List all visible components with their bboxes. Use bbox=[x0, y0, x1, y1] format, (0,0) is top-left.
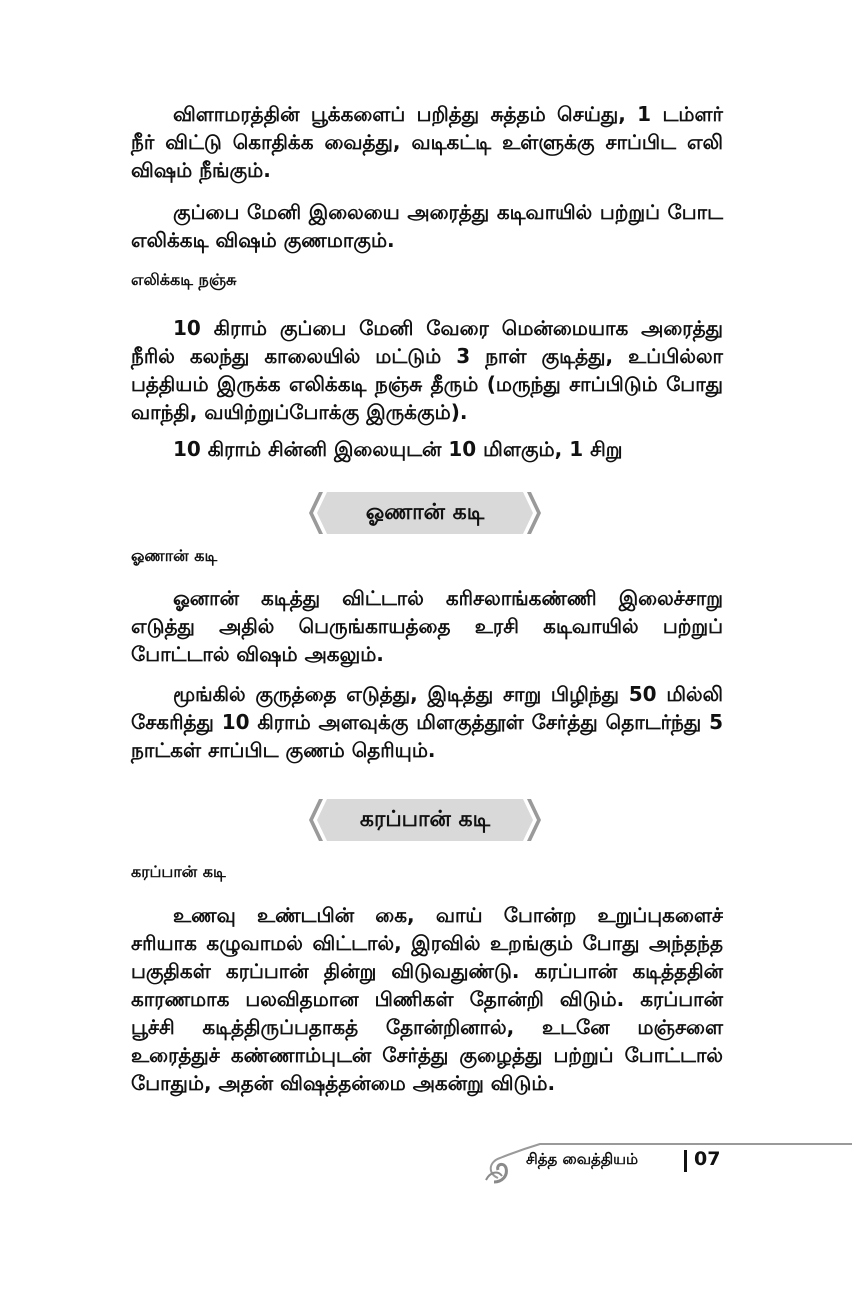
paragraph-vila-flower: விளாமரத்தின் பூக்களைப் பறித்து சுத்தம் செய்து, 1 டம்ளர் நீர் விட்டு கொதிக்க வைத்து, வடிகட்டி உள்ளுக்கு சாப்பிட எலி விஷம் நீங்கும். bbox=[131, 102, 723, 182]
paragraph-karisalankanni: ஓனான் கடித்து விட்டால் கரிசலாங்கண்ணி இலைச்சாறு எடுத்து அதில் பெருங்காயத்தை உரசி கடிவாயில் பற்றுப் போட்டால் விஷம் அகலும். bbox=[131, 586, 723, 666]
banner-title-cockroach: கரப்பான் கடி bbox=[359, 807, 491, 832]
paragraph-sinni-leaf: 10 கிராம் சின்னி இலையுடன் 10 மிளகும், 1 சிறு bbox=[173, 437, 623, 461]
paragraph-kuppai-meni-root: 10 கிராம் குப்பை மேனி வேரை மென்மையாக அரைத்து நீரில் கலந்து காலையில் மட்டும் 3 நாள் குடித்து, உப்பில்லா பத்தியம் இருக்க எலிக்கடி நஞ்சு தீரும் (மருந்து சாப்பிடும் போது வாந்தி, வயிற்றுப்போக்கு இருக்கும்). bbox=[131, 316, 723, 424]
paragraph-bamboo-shoot: மூங்கில் குருத்தை எடுத்து, இடித்து சாறு பிழிந்து 50 மில்லி சேகரித்து 10 கிராம் அளவுக்கு மிளகுத்தூள் சேர்த்து தொடர்ந்து 5 நாட்கள் சாப்பிட குணம் தெரியும். bbox=[131, 682, 723, 762]
footer-book-title: சித்த வைத்தியம் bbox=[526, 1150, 639, 1168]
section-banner-chameleon bbox=[307, 488, 543, 538]
page-number: 07 bbox=[694, 1148, 721, 1170]
paragraph-cockroach-bite: உணவு உண்டபின் கை, வாய் போன்ற உறுப்புகளைச் சரியாக கழுவாமல் விட்டால், இரவில் உறங்கும் போது அந்தந்த பகுதிகள் கரப்பான் தின்று விடுவதுண்டு. கரப்பான் கடித்ததின் காரணமாக பலவிதமான பிணிகள் தோன்றி விடும். கரப்பான் பூச்சி கடித்திருப்பதாகத் தோன்றினால், உடனே மஞ்சளை உரைத்துச் கண்ணாம்புடன் சேர்த்து குழைத்து பற்றுப் போட்டால் போதும், அதன் விஷத்தன்மை அகன்று விடும். bbox=[131, 903, 723, 1095]
paragraph-kuppai-meni-leaf: குப்பை மேனி இலையை அரைத்து கடிவாயில் பற்றுப் போட எலிக்கடி விஷம் குணமாகும். bbox=[131, 200, 723, 252]
section-banner-cockroach bbox=[307, 795, 543, 845]
subhead-rat-venom: எலிக்கடி நஞ்சு bbox=[131, 270, 237, 289]
footer-divider bbox=[684, 1150, 687, 1172]
subhead-chameleon: ஓணான் கடி bbox=[131, 546, 218, 565]
subhead-cockroach: கரப்பான் கடி bbox=[131, 862, 226, 881]
banner-title-chameleon: ஓணான் கடி bbox=[365, 500, 485, 525]
page-footer bbox=[480, 1138, 852, 1188]
